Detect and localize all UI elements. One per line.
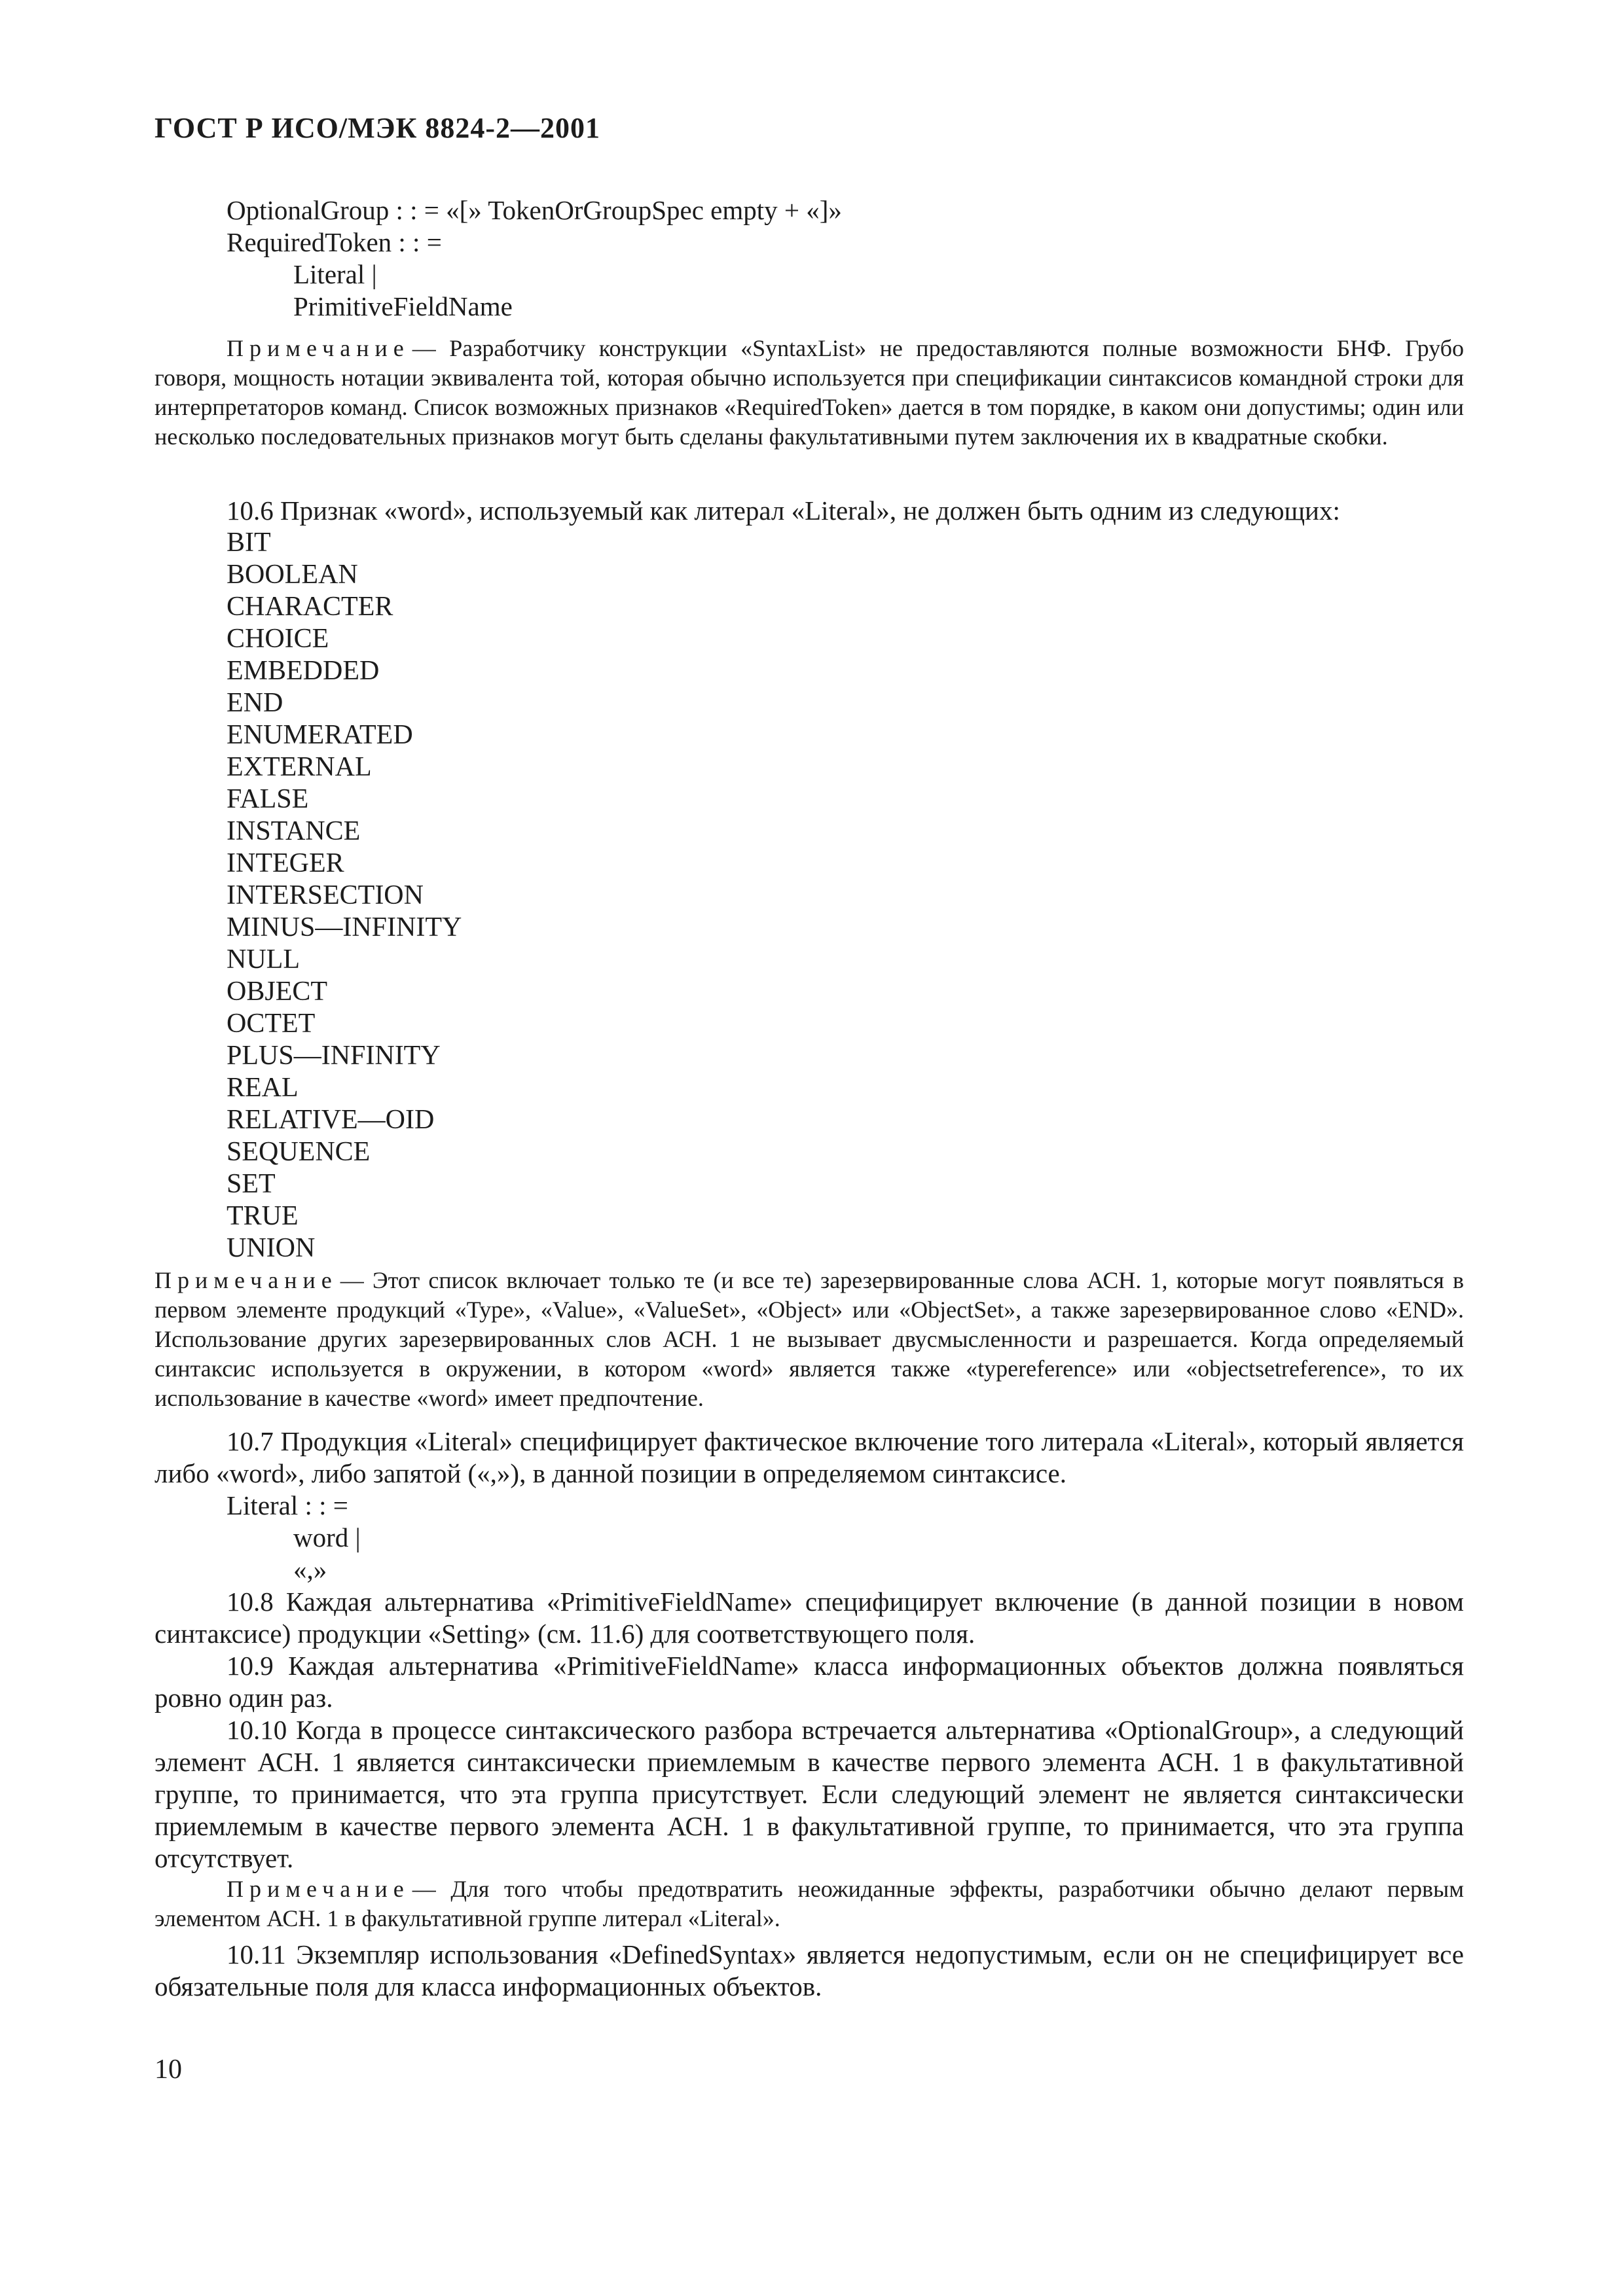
reserved-word-item: UNION [227,1233,316,1263]
reserved-word-item: INSTANCE [227,816,361,846]
reserved-word-item: EMBEDDED [227,656,380,686]
reserved-word-item: ENUMERATED [227,720,413,750]
reserved-word-item: SET [227,1169,276,1199]
note-text: — Этот список включает только те (и все те) зарезервированные слова АСН. 1, которые могут появляться в первом элементе продукций «Type», «Value», «ValueSet», «Object» или «ObjectSet», а также зарезервированное слово «END». Использование других зарезервированных слов АСН. 1 не вызывает двусмысленности и разрешается. Когда определяемый синтаксис используется в окружении, в котором «word» является также «typereference» или «objectsetreference», то их использование в качестве «word» имеет предпочтение. [155,1267,1464,1411]
grammar-optional-group [155,194,1464,323]
grammar-line: Literal | [293,259,377,289]
reserved-word-item: EXTERNAL [227,752,372,782]
paragraph-10-6: 10.6 Признак «word», используемый как литерал «Literal», не должен быть одним из следующих: [227,495,1340,526]
reserved-word-item: INTERSECTION [227,880,424,910]
note-text: — Разработчику конструкции «SyntaxList» не предоставляются полные возможности БНФ. Грубо говоря, мощность нотации эквивалента той, которая обычно используется при спецификации синтаксисов командной строки для интерпретаторов команд. Список возможных признаков «RequiredToken» дается в том порядке, в каком они допустимы; один или несколько последовательных признаков могут быть сделаны факультативными путем заключения их в квадратные скобки. [155,335,1464,450]
reserved-word-item: REAL [227,1073,299,1103]
reserved-word-item: CHOICE [227,624,329,654]
paragraph-10-10: 10.10 Когда в процессе синтаксического разбора встречается альтернатива «OptionalGroup», а следующий элемент АСН. 1 является синтаксически приемлемым в качестве первого элемента АСН. 1 в факультативной группе, то принимается, что эта группа присутствует. Если следующий элемент не является синтаксически приемлемым в качестве первого элемента АСН. 1 в факультативной группе, то принимается, что эта группа отсутствует. [155,1715,1464,1873]
note-reserved-words [155,1266,1464,1413]
paragraph-10-9: 10.9 Каждая альтернатива «PrimitiveFieldName» класса информационных объектов должна появляться ровно один раз. [155,1651,1464,1713]
grammar-line: PrimitiveFieldName [293,291,513,321]
reserved-word-item: CHARACTER [227,592,393,622]
reserved-word-item: OBJECT [227,977,328,1007]
reserved-word-item: OCTET [227,1009,316,1039]
reserved-word-item: BIT [227,528,271,558]
reserved-word-item: NULL [227,944,300,975]
note-label: Примечание [227,335,410,361]
reserved-word-item: PLUS—INFINITY [227,1041,441,1071]
grammar-line: RequiredToken : : = [227,227,442,257]
note-optional-group [155,1874,1464,1933]
paragraph-10-8: 10.8 Каждая альтернатива «PrimitiveFieldName» специфицирует включение (в данной позиции в новом синтаксисе) продукции «Setting» (см. 11.6) для соответствующего поля. [155,1587,1464,1649]
reserved-word-item: INTEGER [227,848,344,878]
reserved-word-item: SEQUENCE [227,1137,371,1167]
reserved-words-list [227,527,462,1265]
note-syntax-list [155,334,1464,452]
grammar-literal [155,1490,1464,1586]
reserved-word-item: END [227,688,283,718]
grammar-line: word | [293,1522,361,1552]
note-label: Примечание [227,1876,410,1902]
reserved-word-item: MINUS—INFINITY [227,912,462,942]
grammar-line: Literal : : = [227,1490,348,1520]
reserved-word-item: FALSE [227,784,309,814]
paragraph-10-7: 10.7 Продукция «Literal» специфицирует фактическое включение того литерала «Literal», который является либо «word», либо запятой («,»), в данной позиции в определяемом синтаксисе. [155,1426,1464,1488]
reserved-word-item: TRUE [227,1201,299,1231]
grammar-line: OptionalGroup : : = «[» TokenOrGroupSpec empty + «]» [227,195,842,225]
page-number: 10 [155,2054,182,2085]
note-label: Примечание [155,1267,338,1293]
grammar-line: «,» [293,1554,327,1585]
standard-header: ГОСТ Р ИСО/МЭК 8824-2—2001 [155,112,601,144]
reserved-word-item: RELATIVE—OID [227,1105,435,1135]
note-text: — Для того чтобы предотвратить неожиданные эффекты, разработчики обычно делают первым элементом АСН. 1 в факультативной группе литерал «Literal». [155,1876,1464,1931]
reserved-word-item: BOOLEAN [227,560,358,590]
paragraph-10-11: 10.11 Экземпляр использования «DefinedSyntax» является недопустимым, если он не специфицирует все обязательные поля для класса информационных объектов. [155,1939,1464,2001]
